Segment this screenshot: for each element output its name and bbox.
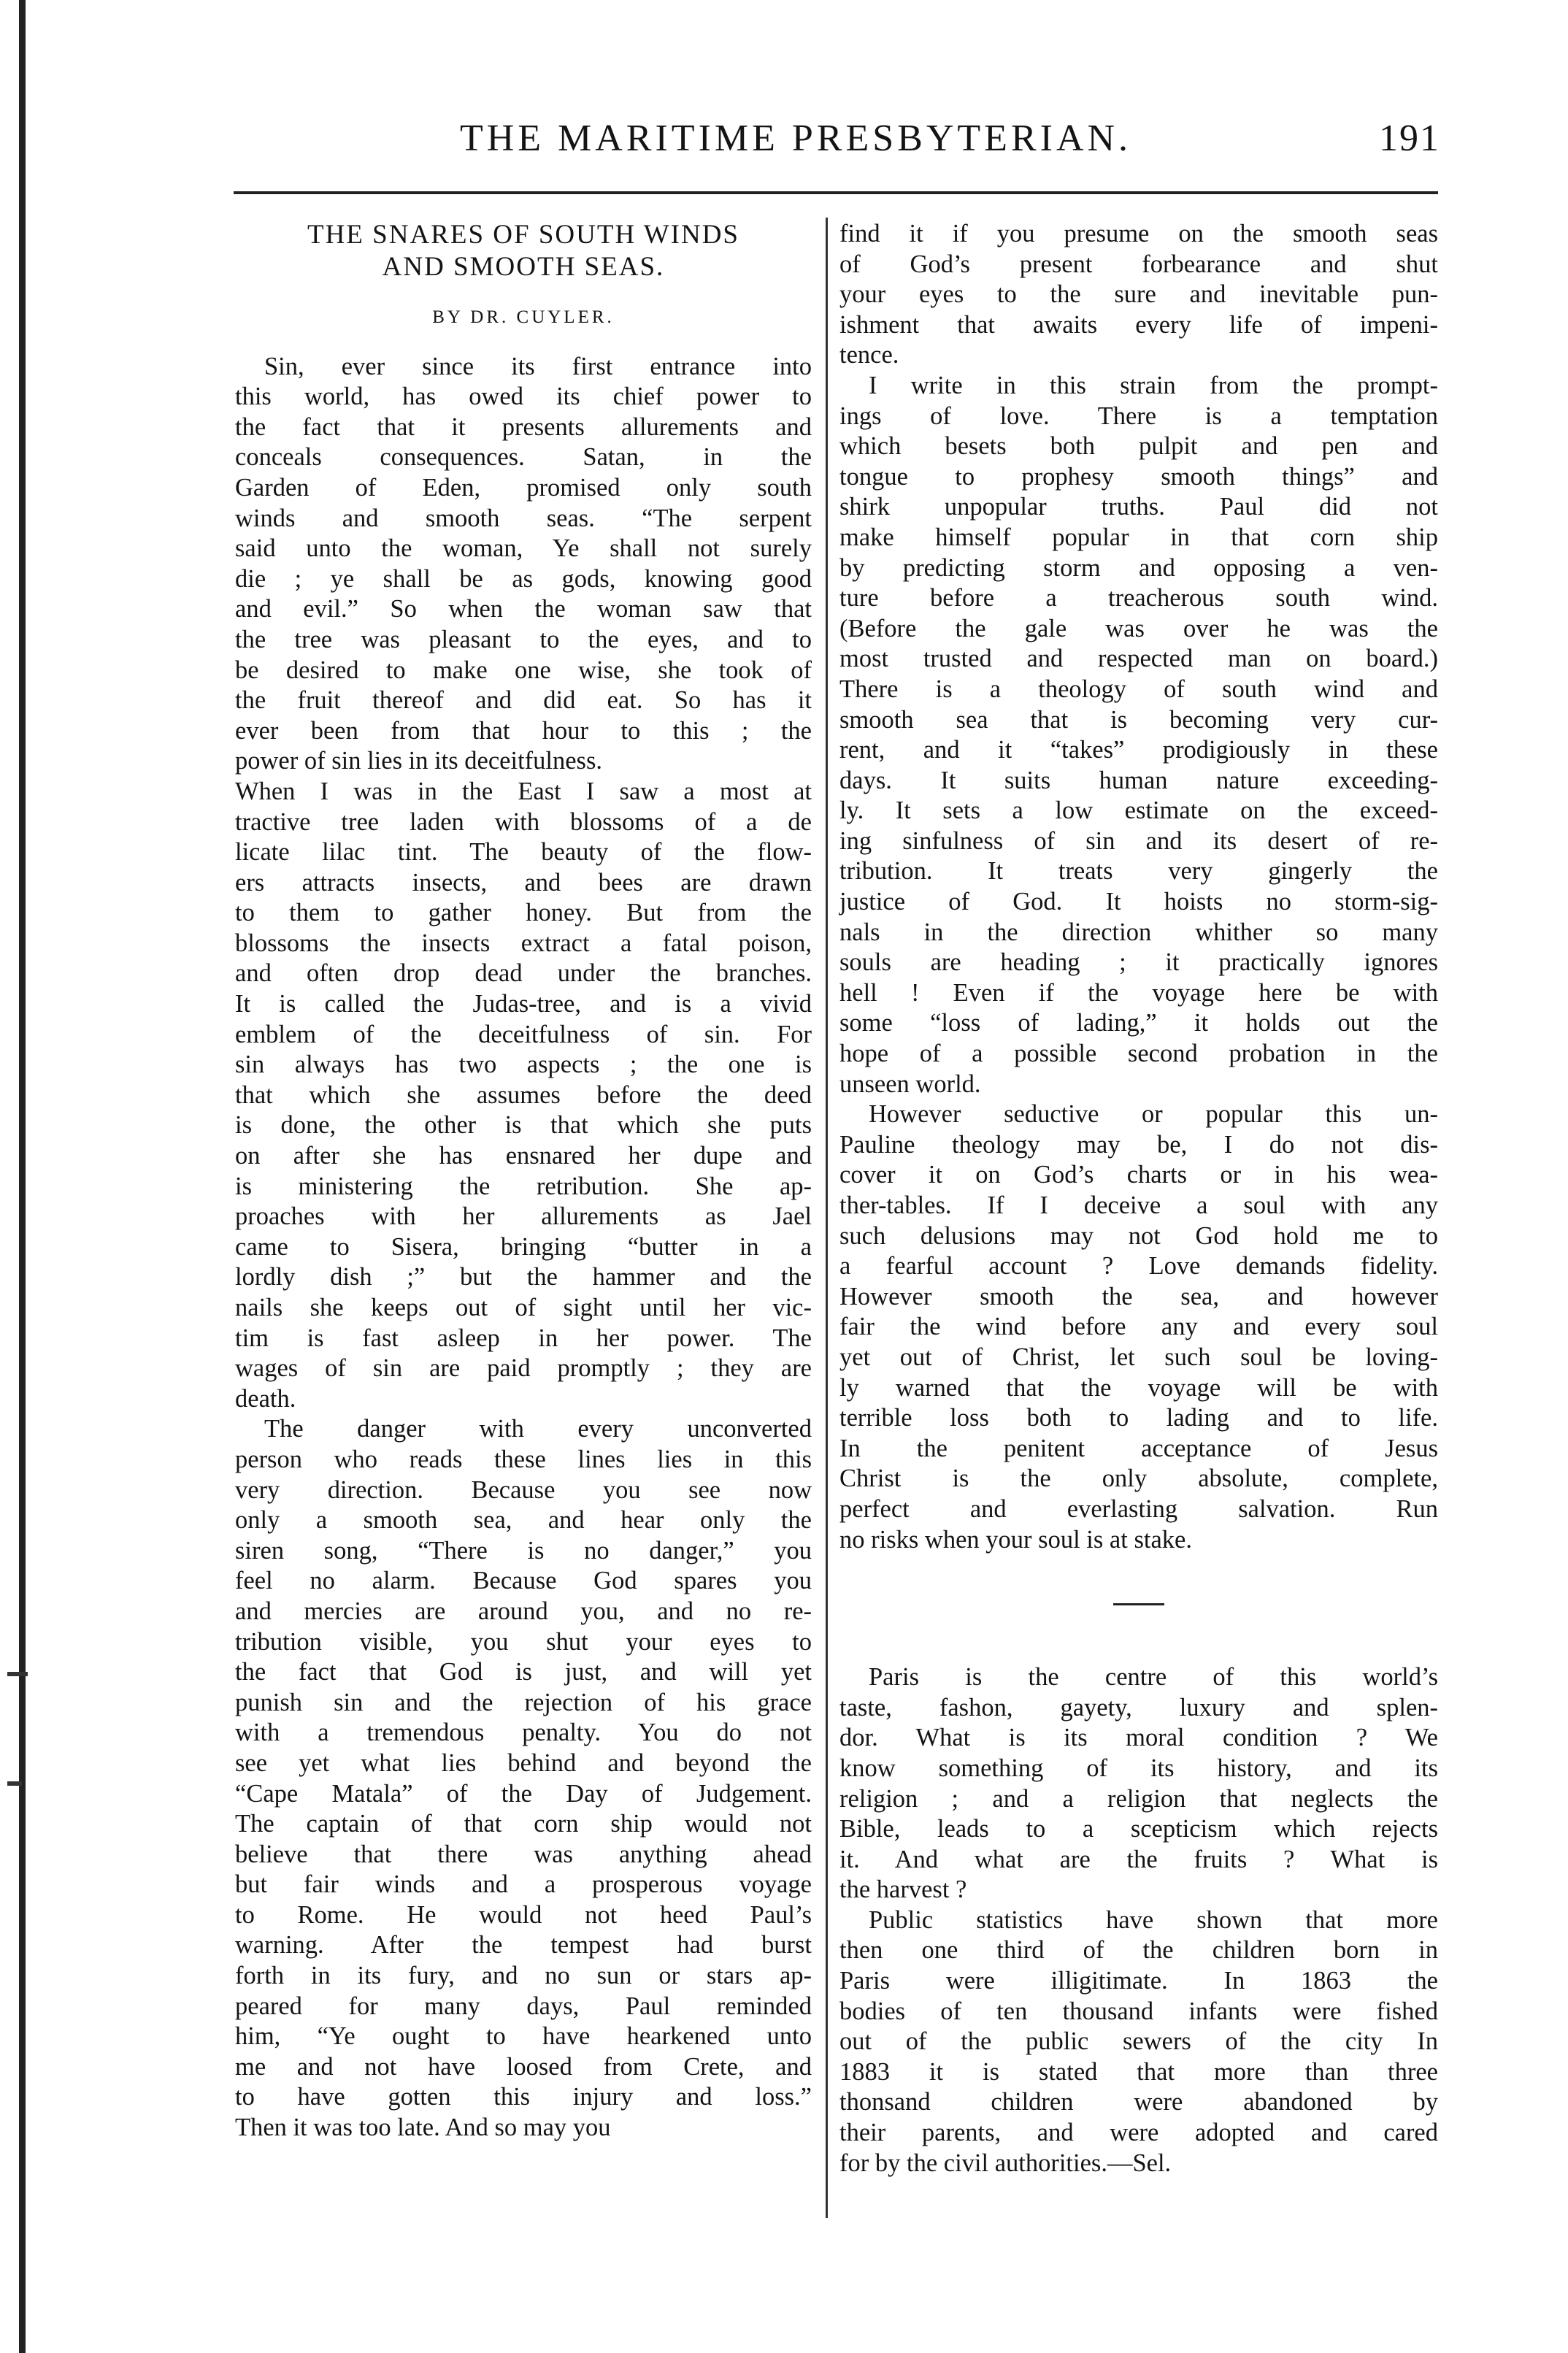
text-line: for by the civil authorities.—Sel. — [839, 2149, 1172, 2177]
text-line: tractive tree laden with blossoms of a de — [235, 807, 812, 836]
text-line: Paris is the centre of this world’s — [869, 1663, 1438, 1692]
text-line: souls are heading ; it practically ignores — [839, 948, 1438, 977]
text-line: hope of a possible second probation in the — [839, 1040, 1438, 1068]
right-column — [839, 219, 1438, 2179]
text-line: hell ! Even if the voyage here be with — [839, 978, 1438, 1007]
text-line: the fruit thereof and did eat. So has it — [235, 686, 812, 715]
text-line: “Cape Matala” of the Day of Judgement. — [235, 1779, 812, 1808]
text-line: emblem of the deceitfulness of sin. For — [235, 1020, 812, 1048]
text-line: which besets both pulpit and pen and — [839, 432, 1438, 461]
text-line: ture before a treacherous south wind. — [839, 584, 1438, 613]
text-line: ther-tables. If I deceive a soul with any — [839, 1191, 1438, 1219]
text-line: to them to gather honey. But from the — [235, 899, 812, 927]
text-line: and often drop dead under the branches. — [235, 959, 812, 988]
text-line: find it if you presume on the smooth seas — [839, 220, 1438, 247]
left-column — [235, 219, 812, 2143]
text-line: wages of sin are paid promptly ; they are — [235, 1354, 812, 1383]
text-line: the tree was pleasant to the eyes, and to — [235, 625, 812, 653]
text-line: death. — [235, 1384, 296, 1413]
text-line: be desired to make one wise, she took of — [235, 656, 812, 684]
text-line: Sin, ever since its first entrance into — [264, 352, 812, 380]
text-line: However smooth the sea, and however — [839, 1282, 1438, 1310]
text-line: unseen world. — [839, 1070, 981, 1098]
text-line: make himself popular in that corn ship — [839, 523, 1438, 551]
text-line: it. And what are the fruits ? What is — [839, 1845, 1438, 1873]
text-line: lordly dish ;” but the hammer and the — [235, 1263, 812, 1291]
text-line: In the penitent acceptance of Jesus — [839, 1434, 1438, 1462]
text-line: The captain of that corn ship would not — [235, 1810, 812, 1838]
text-line: licate lilac tint. The beauty of the flow- — [235, 838, 812, 867]
text-line: religion ; and a religion that neglects the — [839, 1784, 1438, 1813]
text-line: of God’s present forbearance and shut — [839, 250, 1438, 278]
text-line: (Before the gale was over he was the — [839, 614, 1438, 642]
text-line: perfect and everlasting salvation. Run — [839, 1494, 1438, 1523]
text-line: with a tremendous penalty. You do not — [235, 1719, 812, 1747]
text-line: days. It suits human nature exceeding- — [839, 766, 1438, 794]
page-number: 191 — [1379, 118, 1440, 159]
text-line: on after she has ensnared her dupe and — [235, 1142, 812, 1170]
text-line: yet out of Christ, let such soul be loving- — [839, 1343, 1438, 1371]
text-line: winds and smooth seas. “The serpent — [235, 504, 812, 532]
text-line: very direction. Because you see now — [235, 1475, 812, 1504]
text-line: me and not have loosed from Crete, and — [235, 2052, 812, 2081]
text-line: ly warned that the voyage will be with — [839, 1373, 1438, 1402]
text-line: Bible, leads to a scepticism which rejects — [839, 1815, 1438, 1843]
text-line: but fair winds and a prosperous voyage — [235, 1870, 812, 1899]
text-line: taste, fashon, gayety, luxury and splen- — [839, 1693, 1438, 1721]
text-line: Paris were illigitimate. In 1863 the — [839, 1967, 1438, 1995]
section-separator — [1113, 1603, 1164, 1605]
text-line: forth in its fury, and no sun or stars ap- — [235, 1962, 812, 1990]
text-line: conceals consequences. Satan, in the — [235, 443, 812, 472]
text-line: nals in the direction whither so many — [839, 918, 1438, 946]
text-line: fair the wind before any and every soul — [839, 1313, 1438, 1341]
text-line: and mercies are around you, and no re- — [235, 1597, 812, 1625]
text-line: The danger with every unconverted — [264, 1415, 812, 1443]
column-rule — [826, 218, 828, 2218]
text-line: that which she assumes before the deed — [235, 1080, 812, 1109]
running-title: THE MARITIME PRESBYTERIAN. — [459, 118, 1132, 159]
text-line: bodies of ten thousand infants were fished — [839, 1997, 1438, 2025]
article-title-line: AND SMOOTH SEAS. — [382, 252, 665, 282]
article-title — [235, 219, 812, 283]
text-line: this world, has owed its chief power to — [235, 383, 812, 411]
text-line: ers attracts insects, and bees are drawn — [235, 868, 812, 897]
text-line: your eyes to the sure and inevitable pun- — [839, 280, 1438, 309]
text-line: thonsand children were abandoned by — [839, 2088, 1438, 2116]
text-line: I write in this strain from the prompt- — [869, 371, 1438, 399]
text-line: out of the public sewers of the city In — [839, 2027, 1438, 2056]
text-line: When I was in the East I saw a most at — [235, 777, 812, 805]
margin-mark — [7, 1672, 28, 1676]
page-edge-binding — [19, 0, 26, 2353]
text-line: no risks when your soul is at stake. — [839, 1525, 1192, 1554]
text-line: However seductive or popular this un- — [869, 1100, 1438, 1129]
text-line: power of sin lies in its deceitfulness. — [235, 747, 603, 775]
text-line: shirk unpopular truths. Paul did not — [839, 493, 1438, 521]
text-line: see yet what lies behind and beyond the — [235, 1749, 812, 1777]
text-line: to have gotten this injury and loss.” — [235, 2083, 812, 2111]
article-title-line: THE SNARES OF SOUTH WINDS — [307, 220, 740, 250]
text-line: believe that there was anything ahead — [235, 1840, 812, 1868]
text-line: die ; ye shall be as gods, knowing good — [235, 564, 812, 593]
text-line: Then it was too late. And so may you — [235, 2114, 611, 2142]
article-body-right — [839, 219, 1438, 1555]
text-line: Public statistics have shown that more — [869, 1905, 1438, 1934]
margin-mark — [7, 1781, 22, 1786]
text-line: blossoms the insects extract a fatal poison, — [235, 929, 812, 957]
text-line: justice of God. It hoists no storm-sig- — [839, 888, 1438, 916]
text-line: is done, the other is that which she puts — [235, 1111, 812, 1140]
text-line: the fact that God is just, and will yet — [235, 1658, 812, 1686]
text-line: only a smooth sea, and hear only the — [235, 1506, 812, 1535]
header-rule — [234, 191, 1438, 194]
second-article-body — [839, 1662, 1438, 2179]
text-line: terrible loss both to lading and to life. — [839, 1404, 1438, 1432]
text-line: ly. It sets a low estimate on the exceed- — [839, 797, 1438, 825]
text-line: their parents, and were adopted and cared — [839, 2119, 1438, 2147]
text-line: tribution. It treats very gingerly the — [839, 857, 1438, 886]
text-line: the harvest ? — [839, 1876, 967, 1904]
text-line: such delusions may not God hold me to — [839, 1221, 1438, 1250]
text-line: ishment that awaits every life of impeni- — [839, 310, 1438, 339]
text-line: is ministering the retribution. She ap- — [235, 1172, 812, 1200]
text-line: then one third of the children born in — [839, 1936, 1438, 1965]
text-line: him, “Ye ought to have hearkened unto — [235, 2022, 812, 2051]
text-line: know something of its history, and its — [839, 1754, 1438, 1782]
text-line: the fact that it presents allurements and — [235, 412, 812, 441]
text-line: most trusted and respected man on board.) — [839, 645, 1438, 673]
text-line: to Rome. He would not heed Paul’s — [235, 1900, 812, 1929]
article-byline: BY DR. CUYLER. — [432, 307, 615, 327]
text-line: There is a theology of south wind and — [839, 675, 1438, 703]
text-line: some “loss of lading,” it holds out the — [839, 1009, 1438, 1037]
text-line: siren song, “There is no danger,” you — [235, 1536, 812, 1565]
text-line: a fearful account ? Love demands fidelity. — [839, 1252, 1438, 1281]
text-line: warning. After the tempest had burst — [235, 1931, 812, 1959]
text-line: and evil.” So when the woman saw that — [235, 595, 812, 623]
text-line: Christ is the only absolute, complete, — [839, 1465, 1438, 1493]
article-body-left — [235, 352, 812, 2143]
text-line: dor. What is its moral condition ? We — [839, 1724, 1438, 1752]
text-line: ings of love. There is a temptation — [839, 402, 1438, 430]
text-line: peared for many days, Paul reminded — [235, 1992, 812, 2020]
text-line: nails she keeps out of sight until her vic- — [235, 1294, 812, 1321]
text-line: Pauline theology may be, I do not dis- — [839, 1130, 1438, 1159]
text-line: tongue to prophesy smooth things” and — [839, 462, 1438, 491]
text-line: tim is fast asleep in her power. The — [235, 1324, 812, 1352]
text-line: punish sin and the rejection of his grace — [235, 1688, 812, 1716]
text-line: Garden of Eden, promised only south — [235, 473, 812, 502]
text-line: cover it on God’s charts or in his wea- — [839, 1161, 1438, 1189]
text-line: came to Sisera, bringing “butter in a — [235, 1232, 812, 1261]
text-line: said unto the woman, Ye shall not surely — [235, 534, 812, 563]
text-line: smooth sea that is becoming very cur- — [839, 705, 1438, 734]
page-header — [0, 110, 1568, 168]
text-line: person who reads these lines lies in this — [235, 1445, 812, 1473]
text-line: proaches with her allurements as Jael — [235, 1202, 812, 1231]
text-line: tribution visible, you shut your eyes to — [235, 1627, 812, 1656]
text-line: 1883 it is stated that more than three — [839, 2057, 1438, 2086]
text-line: sin always has two aspects ; the one is — [235, 1051, 812, 1079]
text-line: rent, and it “takes” prodigiously in these — [839, 736, 1438, 764]
text-line: feel no alarm. Because God spares you — [235, 1567, 812, 1595]
text-line: ever been from that hour to this ; the — [235, 716, 812, 745]
text-line: by predicting storm and opposing a ven- — [839, 553, 1438, 582]
text-line: It is called the Judas-tree, and is a vivid — [235, 990, 812, 1018]
text-line: tence. — [839, 341, 899, 369]
text-line: ing sinfulness of sin and its desert of re- — [839, 826, 1438, 855]
